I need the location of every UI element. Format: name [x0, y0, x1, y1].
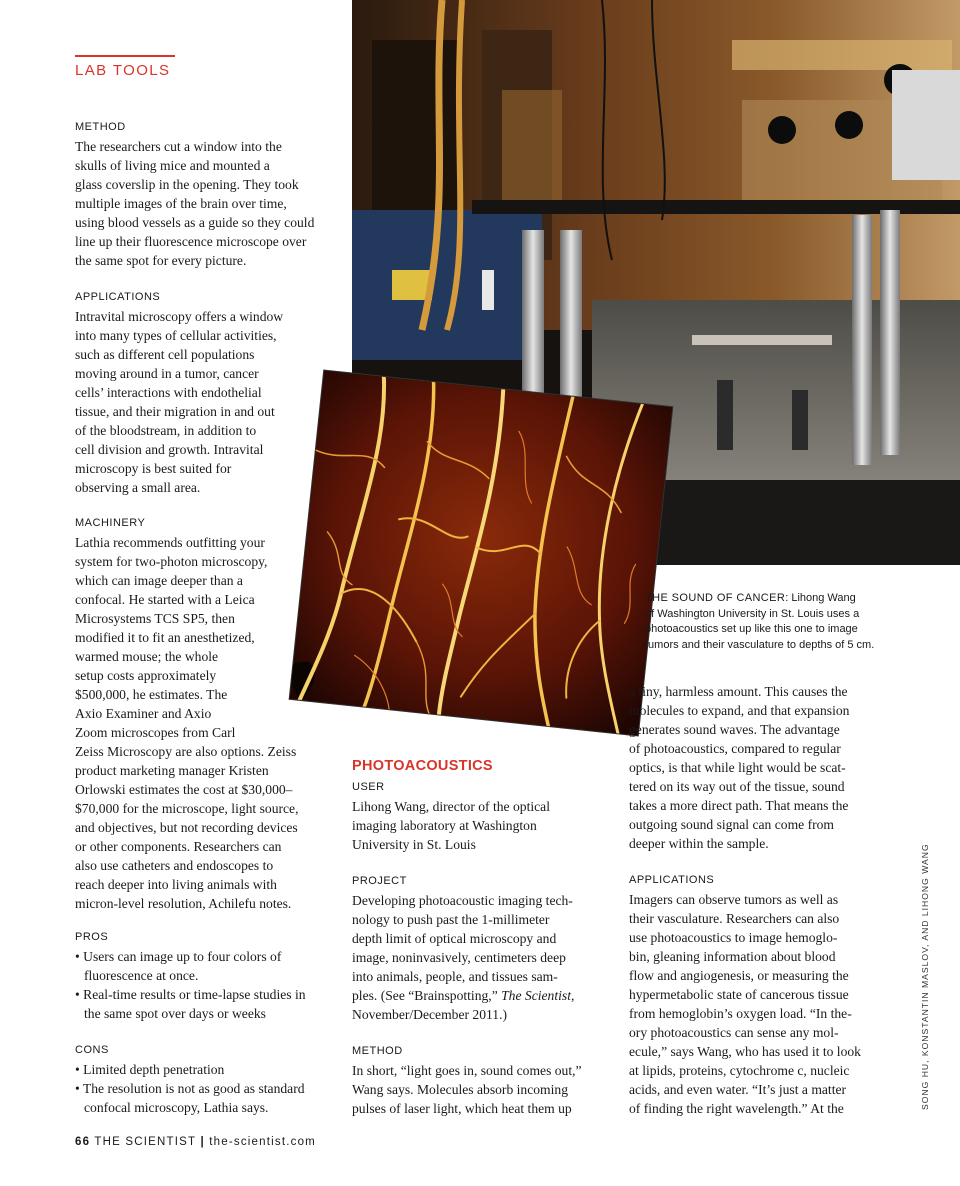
project-last-prefix: ples. (See “Brainspotting,”: [352, 988, 502, 1003]
text-line: Wang says. Molecules absorb incoming: [352, 1082, 568, 1097]
text-line: Developing photoacoustic imaging tech-: [352, 893, 573, 908]
method-text: [75, 137, 345, 270]
page-footer: [75, 1136, 316, 1148]
text-line: tissue, and their migration in and out: [75, 404, 275, 419]
text-line: flow and angiogenesis, or measuring the: [629, 968, 849, 983]
text-line: Axio Examiner and Axio: [75, 706, 212, 721]
text-line: also use catheters and endoscopes to: [75, 858, 274, 873]
text-line: warmed mouse; the whole: [75, 649, 219, 664]
text-line: setup costs approximately: [75, 668, 217, 683]
text-line: system for two-photon microscopy,: [75, 554, 268, 569]
text-line: line up their fluorescence microscope over: [75, 234, 307, 249]
user-heading: USER: [352, 781, 385, 793]
text-line: reach deeper into living animals with: [75, 877, 277, 892]
user-text: [352, 797, 622, 854]
text-line: deeper within the sample.: [629, 836, 769, 851]
text-line: using blood vessels as a guide so they could: [75, 215, 315, 230]
project-final-line: November/December 2011.): [352, 1007, 508, 1022]
text-line: generates sound waves. The advantage: [629, 722, 840, 737]
photoacoustics-applications-section: [629, 872, 899, 1118]
text-line: Microsystems TCS SP5, then: [75, 611, 235, 626]
text-line: depth limit of optical microscopy and: [352, 931, 557, 946]
text-line: photoacoustics set up like this one to image: [645, 623, 858, 635]
text-line: of the bloodstream, in addition to: [75, 423, 257, 438]
text-line: use photoacoustics to image hemoglo-: [629, 930, 838, 945]
cons-heading: CONS: [75, 1044, 109, 1056]
text-line: of photoacoustics, compared to regular: [629, 741, 841, 756]
list-item-line: confocal microscopy, Lathia says.: [84, 1100, 269, 1115]
text-line: their vasculature. Researchers can also: [629, 911, 840, 926]
text-line: image, noninvasively, centimeters deep: [352, 950, 566, 965]
text-line: which can image deeper than a: [75, 573, 243, 588]
text-line: skulls of living mice and mounted a: [75, 158, 270, 173]
list-item: [75, 1079, 345, 1117]
text-line: Lathia recommends outfitting your: [75, 535, 265, 550]
website-url: the-scientist.com: [209, 1136, 316, 1148]
text-line: ecule,” says Wang, who has used it to look: [629, 1044, 861, 1059]
photoacoustic-vasculature-image: [290, 371, 673, 736]
text-line: such as different cell populations: [75, 347, 255, 362]
list-item-line: • Real-time results or time-lapse studies in: [75, 987, 306, 1002]
text-line: product marketing manager Kristen: [75, 763, 269, 778]
middle-column: [352, 757, 622, 1116]
cons-list: [75, 1060, 345, 1117]
text-line: hypermetabolic state of cancerous tissue: [629, 987, 849, 1002]
applications-heading: APPLICATIONS: [75, 291, 161, 303]
machinery-heading: MACHINERY: [75, 517, 146, 529]
list-item-line: • Limited depth penetration: [75, 1062, 225, 1077]
text-line: the same spot for every picture.: [75, 253, 247, 268]
caption-heading: THE SOUND OF CANCER: [645, 592, 786, 604]
method-continuation-text: [629, 682, 899, 853]
text-line: of finding the right wavelength.” At the: [629, 1101, 844, 1116]
photoacoustics-method-heading: METHOD: [352, 1045, 403, 1057]
text-line: cells’ interactions with endothelial: [75, 385, 262, 400]
text-line: of Washington University in St. Louis uses a: [645, 607, 860, 620]
project-section: [352, 873, 622, 1024]
list-item: [75, 947, 345, 985]
text-line: molecules to expand, and that expansion: [629, 703, 850, 718]
magazine-title-italic: The Scientist,: [501, 988, 575, 1003]
photo-credit: SONG HU, KONSTANTIN MASLOV, AND LIHONG WANG: [920, 843, 930, 1110]
text-line: University in St. Louis: [352, 837, 476, 852]
text-line: imaging laboratory at Washington: [352, 818, 537, 833]
user-section: [352, 779, 622, 854]
list-item: [75, 985, 345, 1023]
pros-list: [75, 947, 345, 1023]
text-line: ory photoacoustics can sense any mol-: [629, 1025, 839, 1040]
text-line: observing a small area.: [75, 480, 201, 495]
text-line: tumors and their vasculature to depths of 5 cm.: [645, 638, 875, 651]
pros-section: [75, 929, 345, 1023]
text-line: Orlowski estimates the cost at $30,000–: [75, 782, 293, 797]
list-item-line: fluorescence at once.: [84, 968, 199, 983]
photoacoustics-applications-text: [629, 890, 899, 1118]
text-line: microscopy is best suited for: [75, 461, 232, 476]
method-section-photoacoustics: [352, 1043, 622, 1118]
text-line: Zoom microscopes from Carl: [75, 725, 236, 740]
text-line: acids, and even water. “It’s just a matter: [629, 1082, 847, 1097]
text-line: or other components. Researchers can: [75, 839, 282, 854]
text-line: optics, is that while light would be scat-: [629, 760, 846, 775]
text-line: a tiny, harmless amount. This causes the: [629, 684, 848, 699]
text-line: pulses of laser light, which heat them up: [352, 1101, 572, 1116]
text-line: bin, gleaning information about blood: [629, 949, 836, 964]
text-line: into many types of cellular activities,: [75, 328, 277, 343]
footer-separator: |: [200, 1136, 205, 1148]
list-item-line: the same spot over days or weeks: [84, 1006, 266, 1021]
photoacoustics-method-text: [352, 1061, 622, 1118]
text-line: moving around in a tumor, cancer: [75, 366, 259, 381]
list-item-line: • Users can image up to four colors of: [75, 949, 282, 964]
method-heading: METHOD: [75, 121, 126, 133]
cons-section: [75, 1042, 345, 1117]
vasculature-image-wrap: [284, 374, 668, 758]
text-line: Zeiss Microscopy are also options. Zeiss: [75, 744, 297, 759]
page-number: 66: [75, 1136, 91, 1148]
text-line: In short, “light goes in, sound comes out,”: [352, 1063, 582, 1078]
list-item: [75, 1060, 345, 1079]
pros-heading: PROS: [75, 931, 109, 943]
text-line: into animals, people, and tissues sam-: [352, 969, 558, 984]
magazine-name: THE SCIENTIST: [94, 1136, 197, 1148]
list-item-line: • The resolution is not as good as standard: [75, 1081, 305, 1096]
text-line: outgoing sound signal can come from: [629, 817, 835, 832]
text-line: $70,000 for the microscope, light source,: [75, 801, 299, 816]
photoacoustics-title: PHOTOACOUSTICS: [352, 758, 493, 774]
text-line: glass coverslip in the opening. They took: [75, 177, 299, 192]
text-line: modified it to fit an anesthetized,: [75, 630, 255, 645]
text-line: takes a more direct path. That means the: [629, 798, 849, 813]
text-line: from hemoglobin’s oxygen load. “In the-: [629, 1006, 852, 1021]
right-column: [629, 682, 899, 1116]
text-line: cell division and growth. Intravital: [75, 442, 264, 457]
text-line: at lipids, proteins, cytochrome c, nucleic: [629, 1063, 850, 1078]
text-line: multiple images of the brain over time,: [75, 196, 287, 211]
text-line: nology to push past the 1-millimeter: [352, 912, 550, 927]
vasculature-image: [290, 371, 673, 736]
text-line: Intravital microscopy offers a window: [75, 309, 284, 324]
text-line: confocal. He started with a Leica: [75, 592, 255, 607]
text-line: tered on its way out of the tissue, sound: [629, 779, 845, 794]
project-lines: [352, 893, 573, 984]
text-line: $500,000, he estimates. The: [75, 687, 228, 702]
photo-caption: [645, 591, 905, 653]
text-line: micron-level resolution, Achilefu notes.: [75, 896, 292, 911]
text-line: The researchers cut a window into the: [75, 139, 282, 154]
method-section: [75, 119, 345, 270]
section-rule: [75, 55, 175, 57]
photoacoustics-applications-heading: APPLICATIONS: [629, 874, 715, 886]
caption-text: [645, 607, 905, 654]
text-line: Lihong Wang, director of the optical: [352, 799, 550, 814]
project-text: [352, 891, 622, 1024]
text-line: Imagers can observe tumors as well as: [629, 892, 839, 907]
caption-first-line: : Lihong Wang: [785, 592, 856, 604]
section-label: LAB TOOLS: [75, 62, 171, 79]
project-heading: PROJECT: [352, 875, 407, 887]
text-line: and objectives, but not recording devices: [75, 820, 298, 835]
